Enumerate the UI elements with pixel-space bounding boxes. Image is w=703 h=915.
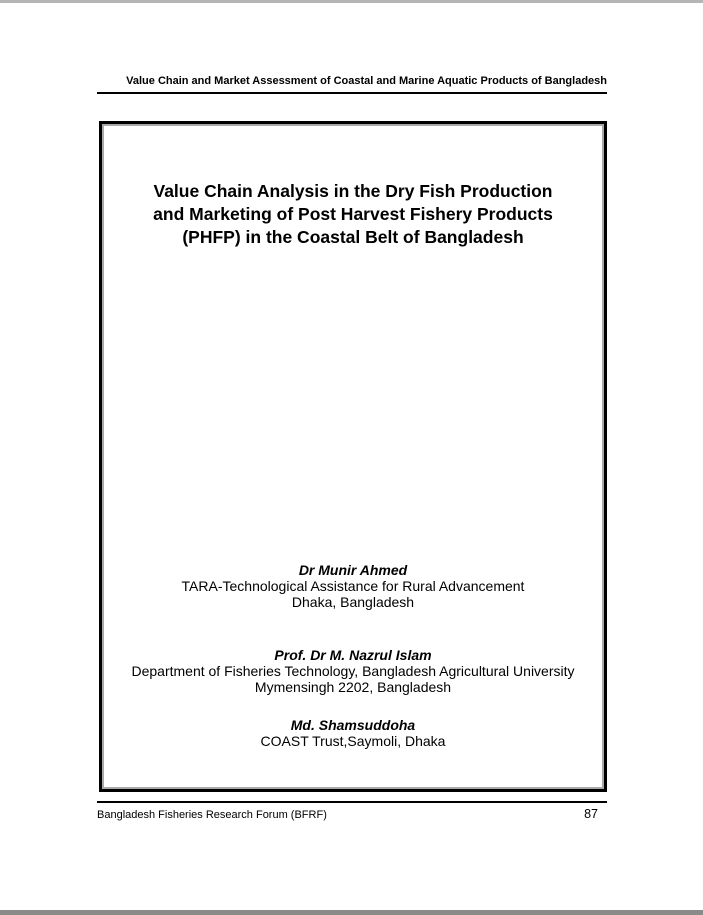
title-box: [99, 121, 607, 792]
top-edge-bar: [0, 0, 703, 3]
author-block-shamsuddoha: [102, 717, 604, 749]
author-name: Md. Shamsuddoha: [290, 717, 416, 733]
bottom-edge-bar: [0, 910, 703, 915]
page-number: 87: [584, 807, 598, 821]
paper-title-line-1: Value Chain Analysis in the Dry Fish Production: [153, 181, 553, 201]
author-name: Dr Munir Ahmed: [298, 562, 408, 578]
paper-title-line-3: (PHFP) in the Coastal Belt of Bangladesh: [182, 227, 524, 247]
author-affiliation-line: Department of Fisheries Technology, Bangladesh Agricultural University: [131, 663, 575, 679]
footer-organization: Bangladesh Fisheries Research Forum (BFRF): [97, 809, 327, 821]
author-affiliation-line: Dhaka, Bangladesh: [291, 594, 415, 610]
author-name: Prof. Dr M. Nazrul Islam: [274, 647, 432, 663]
author-affiliation-line: COAST Trust,Saymoli, Dhaka: [260, 733, 446, 749]
author-block-munir-ahmed: [102, 562, 604, 610]
author-affiliation-line: TARA-Technological Assistance for Rural Advancement: [181, 578, 525, 594]
author-affiliation-line: Mymensingh 2202, Bangladesh: [254, 679, 452, 695]
page-footer: [97, 801, 607, 822]
running-head: Value Chain and Market Assessment of Coastal and Marine Aquatic Products of Bangladesh: [97, 74, 607, 94]
paper-title: [102, 180, 604, 249]
paper-title-line-2: and Marketing of Post Harvest Fishery Products: [153, 204, 553, 224]
author-block-nazrul-islam: [102, 647, 604, 695]
